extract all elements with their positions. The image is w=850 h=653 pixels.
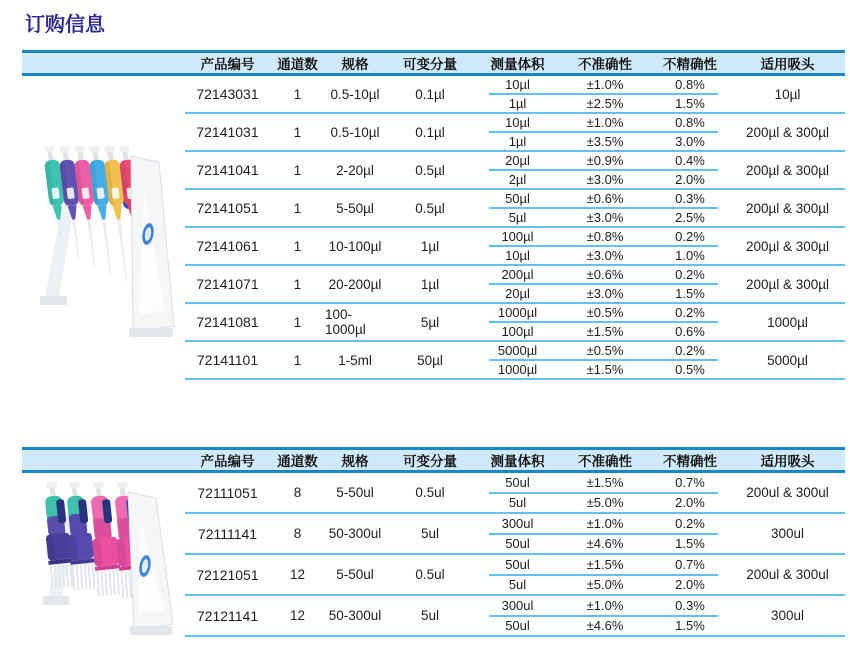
cell-spec: 50-300ul (328, 526, 382, 541)
measurement-subrow (475, 209, 730, 226)
cell-product-no: 72143031 (196, 86, 259, 102)
header-cell-5: 测量体积 (490, 454, 545, 469)
cell-increment: 0.5ul (415, 567, 445, 582)
measurement-subrow (475, 76, 730, 93)
product-row (185, 596, 845, 637)
cell-tips: 200µl & 300µl (745, 276, 830, 292)
cell-imprecision: 0.2% (675, 515, 705, 531)
cell-tips: 200µl & 300µl (745, 200, 830, 216)
cell-imprecision: 2.0% (675, 577, 705, 593)
header-cell-3: 规格 (341, 454, 369, 469)
cell-imprecision: 0.3% (675, 597, 705, 613)
page-title: 订购信息 (25, 14, 105, 36)
table-body (185, 473, 845, 637)
cell-imprecision: 0.2% (675, 267, 705, 282)
cell-inaccuracy: ±1.0% (586, 515, 624, 531)
cell-inaccuracy: ±0.5% (586, 343, 624, 358)
product-row (185, 342, 845, 380)
header-cell-8: 适用吸头 (760, 454, 815, 469)
measurement-subrow (475, 535, 730, 554)
measurement-block (475, 228, 730, 264)
cell-product-no: 72121141 (196, 607, 259, 624)
cell-spec: 50-300ul (328, 608, 382, 623)
cell-channels: 8 (293, 526, 302, 541)
header-cell-1: 产品编号 (200, 57, 255, 72)
cell-inaccuracy: ±3.5% (586, 134, 624, 149)
product-row (185, 473, 845, 514)
measurement-subrow (475, 555, 730, 574)
cell-channels: 1 (293, 238, 302, 254)
cell-volume: 1µl (508, 134, 527, 149)
cell-inaccuracy: ±3.0% (586, 286, 624, 301)
cell-product-no: 72141051 (196, 200, 259, 216)
measurement-subrow (475, 133, 730, 150)
header-cell-2: 通道数 (277, 454, 318, 469)
header-cell-6: 不准确性 (578, 57, 632, 72)
cell-volume: 50µl (505, 191, 530, 206)
pipette-rack-illustration (35, 138, 175, 343)
measurement-block (475, 555, 730, 594)
product-row (185, 152, 845, 190)
cell-inaccuracy: ±3.0% (586, 172, 624, 187)
cell-spec: 0.5-10µl (330, 124, 380, 140)
cell-volume: 1000µl (497, 362, 538, 377)
cell-inaccuracy: ±1.5% (586, 324, 624, 339)
cell-inaccuracy: ±5.0% (586, 577, 624, 593)
cell-volume: 50ul (505, 618, 530, 634)
cell-inaccuracy: ±1.0% (586, 77, 624, 92)
cell-tips: 200ul & 300ul (746, 567, 829, 582)
stand-foot (130, 626, 172, 635)
measurement-subrow (475, 361, 730, 378)
cell-inaccuracy: ±3.0% (586, 248, 624, 263)
cell-volume: 20µl (505, 286, 530, 301)
measurement-block (475, 473, 730, 512)
cell-product-no: 72141081 (196, 314, 259, 330)
cell-increment: 0.5µl (415, 200, 445, 216)
cell-volume: 100µl (501, 229, 534, 244)
multichannel-pipettes-image (40, 480, 175, 644)
cell-channels: 1 (293, 200, 302, 216)
cell-spec: 5-50ul (336, 567, 374, 582)
header-cell-2: 通道数 (277, 57, 318, 72)
product-row (185, 114, 845, 152)
cell-volume: 10µl (505, 115, 530, 130)
measurement-subrow (475, 514, 730, 533)
cell-imprecision: 2.5% (675, 210, 705, 225)
measurement-subrow (475, 323, 730, 340)
header-cell-4: 可变分量 (403, 57, 457, 72)
cell-spec: 5-50µl (336, 200, 374, 216)
cell-increment: 0.5µl (415, 162, 445, 178)
cell-inaccuracy: ±4.6% (586, 536, 624, 552)
cell-increment: 5ul (420, 608, 439, 623)
cell-spec: 0.5-10µl (330, 86, 380, 102)
measurement-subrow (475, 576, 730, 595)
cell-volume: 200µl (501, 267, 534, 282)
cell-imprecision: 0.7% (675, 556, 705, 572)
cell-product-no: 72141061 (196, 238, 259, 254)
table-header-row (22, 50, 845, 76)
cell-imprecision: 1.0% (675, 248, 705, 263)
cell-channels: 1 (293, 314, 302, 330)
cell-imprecision: 1.5% (675, 286, 705, 301)
stand-foot (129, 328, 173, 337)
cell-product-no: 72141101 (196, 352, 259, 368)
cell-product-no: 72111141 (197, 525, 258, 542)
cell-imprecision: 0.8% (675, 115, 705, 130)
measurement-subrow (475, 266, 730, 283)
cell-volume: 50ul (505, 536, 530, 552)
cell-volume: 5ul (508, 495, 527, 511)
cell-tips: 200ul & 300ul (746, 485, 829, 500)
cell-spec: 20-200µl (328, 276, 382, 292)
measurement-block (475, 304, 730, 340)
cell-product-no: 72111051 (197, 484, 258, 501)
cell-inaccuracy: ±0.5% (586, 305, 624, 320)
header-cell-6: 不准确性 (578, 454, 632, 469)
measurement-subrow (475, 228, 730, 245)
cell-imprecision: 0.3% (675, 191, 705, 206)
header-cell-1: 产品编号 (200, 454, 255, 469)
cell-volume: 10µl (505, 248, 530, 263)
product-row (185, 304, 845, 342)
cell-product-no: 72141071 (196, 276, 259, 292)
cell-volume: 1000µl (497, 305, 538, 320)
cell-tips: 5000µl (767, 352, 808, 368)
cell-inaccuracy: ±0.6% (586, 267, 624, 282)
measurement-subrow (475, 342, 730, 359)
product-row (185, 190, 845, 228)
measurement-subrow (475, 171, 730, 188)
header-cell-4: 可变分量 (403, 454, 457, 469)
header-cell-5: 测量体积 (490, 57, 545, 72)
cell-volume: 1µl (508, 96, 527, 111)
cell-imprecision: 0.2% (675, 229, 705, 244)
cell-imprecision: 1.5% (675, 536, 705, 552)
cell-channels: 1 (293, 86, 302, 102)
cell-volume: 300ul (501, 597, 534, 613)
cell-product-no: 72141041 (196, 162, 259, 178)
cell-channels: 12 (289, 608, 306, 623)
cell-channels: 1 (293, 124, 302, 140)
cell-product-no: 72121051 (196, 566, 259, 583)
cell-spec: 5-50ul (336, 485, 374, 500)
cell-imprecision: 0.7% (675, 474, 705, 490)
product-row (185, 555, 845, 596)
cell-spec: 10-100µl (328, 238, 382, 254)
cell-inaccuracy: ±3.0% (586, 210, 624, 225)
cell-volume: 10µl (505, 77, 530, 92)
pipette-rack-illustration (40, 480, 175, 644)
cell-increment: 50µl (417, 352, 443, 368)
measurement-subrow (475, 95, 730, 112)
cell-tips: 200µl & 300µl (745, 238, 830, 254)
cell-inaccuracy: ±0.9% (586, 153, 624, 168)
measurement-block (475, 596, 730, 635)
measurement-subrow (475, 190, 730, 207)
cell-volume: 300ul (501, 515, 534, 531)
cell-imprecision: 0.6% (675, 324, 705, 339)
cell-inaccuracy: ±2.5% (586, 96, 624, 111)
cell-volume: 20µl (505, 153, 530, 168)
cell-inaccuracy: ±1.0% (586, 597, 624, 613)
measurement-block (475, 76, 730, 112)
cell-increment: 0.5ul (415, 485, 445, 500)
cell-inaccuracy: ±1.5% (586, 556, 624, 572)
cell-channels: 12 (289, 567, 306, 582)
measurement-block (475, 114, 730, 150)
cell-tips: 300ul (770, 526, 805, 541)
cell-tips: 200µl & 300µl (745, 124, 830, 140)
cell-increment: 0.1µl (415, 124, 445, 140)
header-cell-7: 不精确性 (663, 57, 717, 72)
cell-imprecision: 0.5% (675, 362, 705, 377)
cell-imprecision: 3.0% (675, 134, 705, 149)
cell-imprecision: 0.4% (675, 153, 705, 168)
stand-foot (43, 596, 69, 605)
cell-inaccuracy: ±1.0% (586, 115, 624, 130)
product-row (185, 266, 845, 304)
cell-spec: 1-5ml (338, 352, 372, 368)
cell-imprecision: 0.2% (675, 343, 705, 358)
cell-imprecision: 0.8% (675, 77, 705, 92)
measurement-subrow (475, 473, 730, 492)
cell-product-no: 72141031 (196, 124, 259, 140)
measurement-subrow (475, 596, 730, 615)
header-cell-7: 不精确性 (663, 454, 717, 469)
table-body (185, 76, 845, 380)
cell-spec: 100-1000µl (325, 307, 366, 337)
cell-inaccuracy: ±0.6% (586, 191, 624, 206)
cell-imprecision: 2.0% (675, 495, 705, 511)
product-row (185, 514, 845, 555)
cell-imprecision: 0.2% (675, 305, 705, 320)
cell-inaccuracy: ±4.6% (586, 618, 624, 634)
cell-increment: 5ul (420, 526, 439, 541)
product-row (185, 228, 845, 266)
measurement-subrow (475, 285, 730, 302)
cell-spec: 2-20µl (336, 162, 374, 178)
cell-channels: 1 (293, 352, 302, 368)
cell-imprecision: 1.5% (675, 618, 705, 634)
cell-inaccuracy: ±0.8% (586, 229, 624, 244)
cell-volume: 5µl (508, 210, 527, 225)
cell-tips: 200µl & 300µl (745, 162, 830, 178)
product-row (185, 76, 845, 114)
measurement-block (475, 266, 730, 302)
cell-volume: 100µl (501, 324, 534, 339)
measurement-subrow (475, 617, 730, 636)
cell-increment: 1µl (420, 238, 440, 254)
measurement-block (475, 152, 730, 188)
stand-foot (40, 296, 67, 305)
cell-volume: 5ul (508, 577, 527, 593)
measurement-subrow (475, 114, 730, 131)
cell-tips: 300ul (770, 608, 805, 623)
measurement-subrow (475, 247, 730, 264)
cell-tips: 10µl (774, 86, 801, 102)
measurement-block (475, 190, 730, 226)
measurement-subrow (475, 152, 730, 169)
measurement-subrow (475, 304, 730, 321)
cell-channels: 1 (293, 276, 302, 292)
table-header-row (22, 447, 845, 473)
cell-inaccuracy: ±1.5% (586, 362, 624, 377)
cell-increment: 1µl (420, 276, 440, 292)
single-channel-pipettes-image (35, 138, 175, 343)
cell-volume: 5000µl (497, 343, 538, 358)
measurement-subrow (475, 494, 730, 513)
cell-increment: 0.1µl (415, 86, 445, 102)
cell-channels: 1 (293, 162, 302, 178)
header-cell-8: 适用吸头 (760, 57, 815, 72)
cell-imprecision: 1.5% (675, 96, 705, 111)
cell-increment: 5µl (420, 314, 440, 330)
cell-channels: 8 (293, 485, 302, 500)
measurement-block (475, 514, 730, 553)
cell-inaccuracy: ±5.0% (586, 495, 624, 511)
cell-tips: 1000µl (767, 314, 808, 330)
cell-volume: 50ul (505, 474, 530, 490)
cell-volume: 50ul (505, 556, 530, 572)
cell-volume: 2µl (508, 172, 527, 187)
cell-inaccuracy: ±1.5% (586, 474, 624, 490)
header-cell-3: 规格 (341, 57, 369, 72)
cell-imprecision: 2.0% (675, 172, 705, 187)
measurement-block (475, 342, 730, 378)
